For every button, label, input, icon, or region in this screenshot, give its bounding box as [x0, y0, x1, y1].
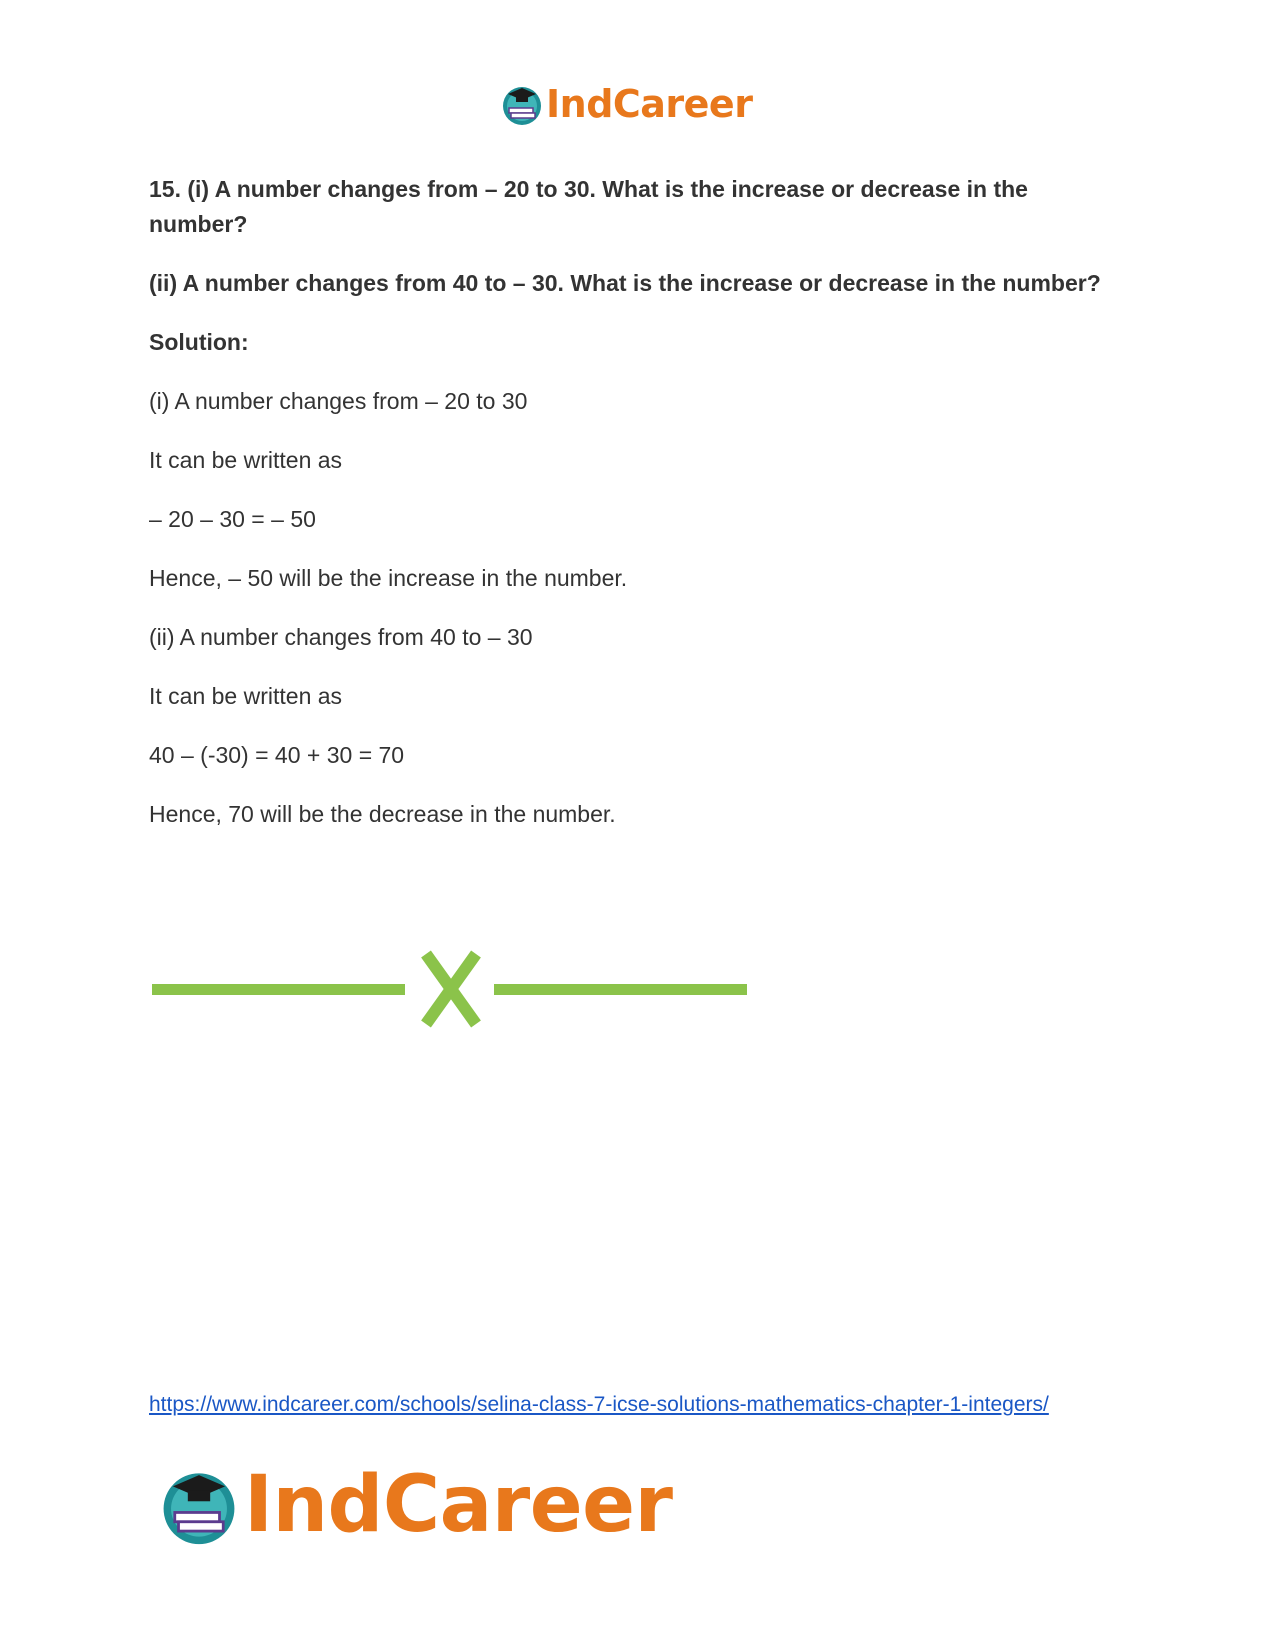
solution-line: It can be written as [149, 447, 343, 473]
source-link[interactable]: https://www.indcareer.com/schools/selina-class-7-icse-solutions-mathematics-chapter-1-integers/ [149, 1393, 1049, 1416]
solution-line: (ii) A number changes from 40 to – 30 [149, 624, 533, 650]
solution-line: Hence, 70 will be the decrease in the number. [149, 801, 616, 827]
header-logo [500, 80, 752, 128]
solution-line: – 20 – 30 = – 50 [149, 506, 316, 532]
solution-heading: Solution: [149, 329, 249, 355]
question-part-1: 15. (i) A number changes from – 20 to 30. What is the increase or decrease in the number? [149, 176, 1028, 237]
book-globe-icon [500, 82, 544, 126]
section-divider [150, 950, 750, 1030]
solution-line: Hence, – 50 will be the increase in the number. [149, 565, 628, 591]
solution-line: 40 – (-30) = 40 + 30 = 70 [149, 742, 405, 768]
solution-line: (i) A number changes from – 20 to 30 [149, 388, 528, 414]
document-body [149, 172, 1109, 856]
solution-line: It can be written as [149, 683, 343, 709]
footer-logo [158, 1460, 673, 1550]
brand-name: IndCareer [546, 82, 753, 126]
question-part-2: (ii) A number changes from 40 to – 30. What is the increase or decrease in the number? [149, 270, 1101, 296]
brand-name: IndCareer [244, 1460, 673, 1550]
book-globe-icon [158, 1464, 240, 1546]
